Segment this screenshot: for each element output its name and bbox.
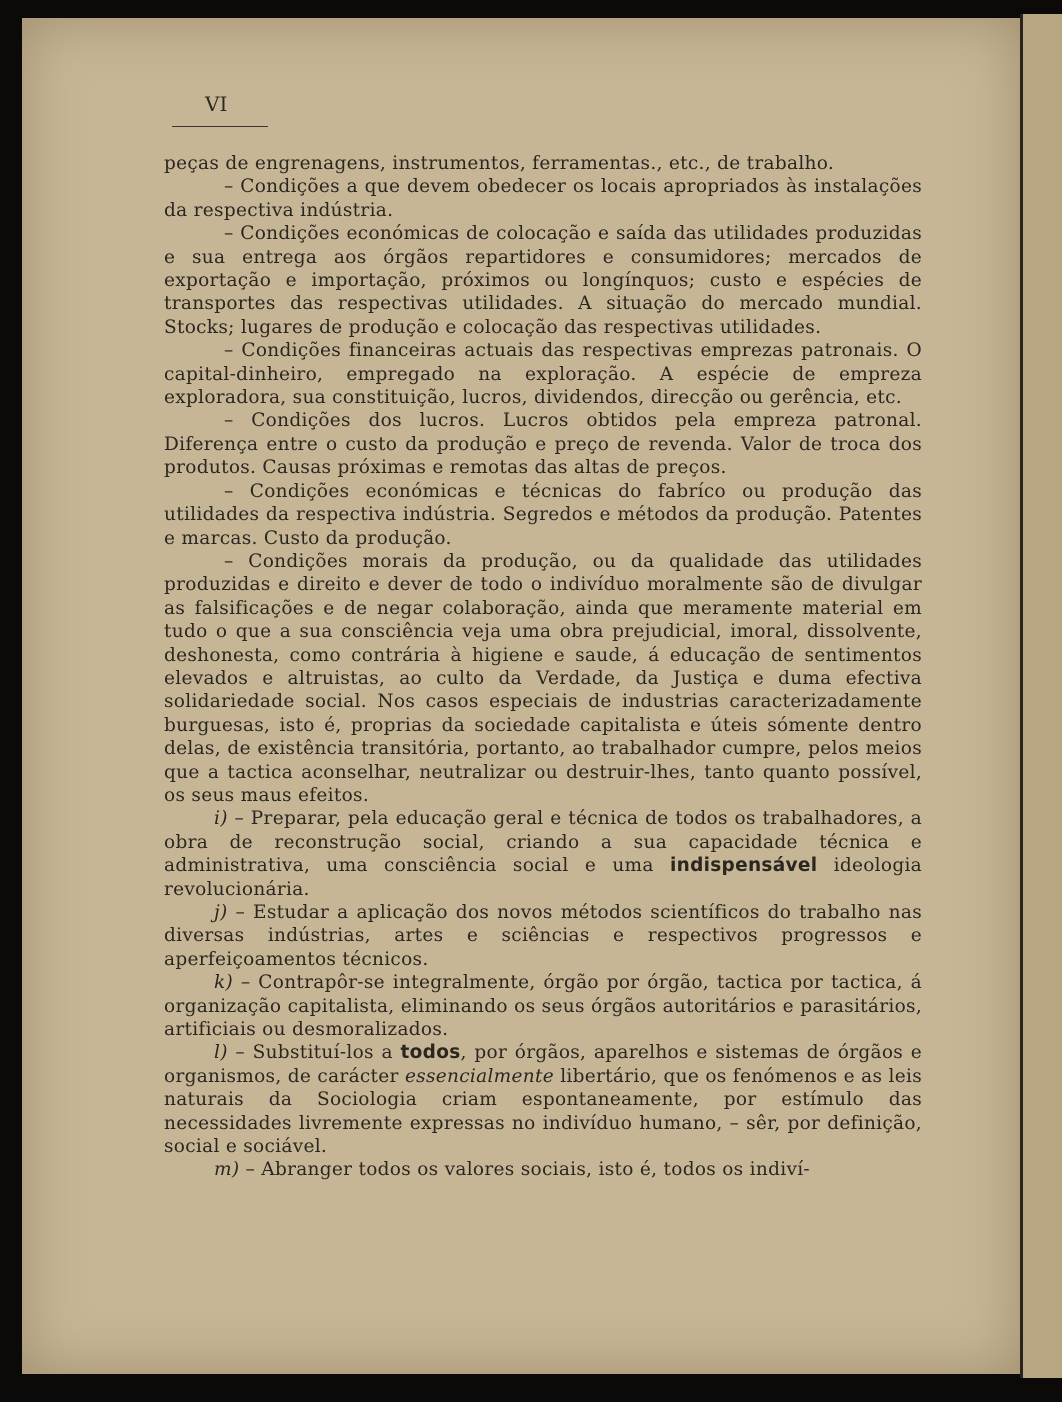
paragraph: – Condições morais da produção, ou da qualidade das utilidades produzidas e direito e dever de todo o indivíduo moralmente são de divulgar as falsificações e de negar colaboração, ainda que meramente material em tudo o que a sua consciência veja uma obra prejudicial, imoral, dissolvente, deshonesta, como contrária à higiene e saude, á educação de sentimentos elevados e altruistas, ao culto da Verdade, da Justiça e duma efectiva solidariedade social. Nos casos especiais de industrias caracterizadamente burguesas, isto é, proprias da sociedade capitalista e úteis sómente dentro delas, de existência transitória, portanto, ao trabalhador cumpre, pelos meios que a tactica aconselhar, neutralizar ou destruir-lhes, tanto quanto possível, os seus maus efeitos. xyxy=(164,550,922,806)
item-letter: l) xyxy=(214,1042,228,1064)
list-item-j: j) – Estudar a aplicação dos novos métodos scientíficos do trabalho nas diversas indústrias, artes e sciências e respectivos progressos e aperfeiçoamentos técnicos. xyxy=(164,902,922,970)
emphasis-bold: todos xyxy=(400,1042,461,1064)
paragraph: – Condições financeiras actuais das respectivas emprezas patronais. O capital-dinheiro, empregado na exploração. A espécie de empreza exploradora, sua constituição, lucros, dividendos, direcção ou gerência, etc. xyxy=(164,340,922,409)
adjacent-page-edge xyxy=(1020,14,1062,1378)
item-letter: j) xyxy=(214,902,228,923)
list-item-m: m) – Abranger todos os valores sociais, isto é, todos os indiví- xyxy=(214,1159,810,1181)
item-letter: k) xyxy=(214,972,234,994)
item-letter: i) xyxy=(214,808,228,830)
page-number: VI xyxy=(205,92,228,116)
body-text xyxy=(164,152,922,1182)
emphasis-italic: essencialmente xyxy=(404,1065,554,1087)
list-item-l: l) – Substituí-los a todos, por órgãos, aparelhos e sistemas de órgãos e organismos, de carácter essencialmente libertário, que os fenómenos e as leis naturais da Sociologia criam espontaneamente, por estímulo das necessidades livremente expressas no indivíduo humano, – sêr, por definição, social e sociável. xyxy=(164,1042,923,1158)
paragraph: – Condições a que devem obedecer os locais apropriados às instalações da respectiva indústria. xyxy=(164,176,922,221)
paragraph: – Condições económicas de colocação e saída das utilidades produzidas e sua entrega aos órgãos repartidores e consumidores; mercados de exportação e importação, próximos ou longínquos; custo e espécies de transportes das respectivas utilidades. A situação do mercado mundial. Stocks; lugares de produção e colocação das respectivas utilidades. xyxy=(164,223,922,338)
paragraph: – Condições dos lucros. Lucros obtidos pela empreza patronal. Diferença entre o custo da produção e preço de revenda. Valor de troca dos produtos. Causas próximas e remotas das altas de preços. xyxy=(164,410,922,479)
header-rule xyxy=(172,126,268,127)
paragraph: – Condições económicas e técnicas do fabríco ou produção das utilidades da respectiva indústria. Segredos e métodos da produção. Patentes e marcas. Custo da produção. xyxy=(164,480,922,549)
paragraph: peças de engrenagens, instrumentos, ferramentas., etc., de trabalho. xyxy=(164,153,835,174)
item-letter: m) xyxy=(214,1159,240,1181)
list-item-i: i) – Preparar, pela educação geral e técnica de todos os trabalhadores, a obra de reconstrução social, criando a sua capacidade técnica e administrativa, uma consciência social e uma indispensável ideologia revolucionária. xyxy=(164,808,923,900)
emphasis-bold: indispensável xyxy=(669,855,818,877)
list-item-k: k) – Contrapôr-se integralmente, órgão por órgão, tactica por tactica, á organização capitalista, eliminando os seus órgãos autoritários e parasitários, artificiais ou desmoralizados. xyxy=(164,972,922,1041)
